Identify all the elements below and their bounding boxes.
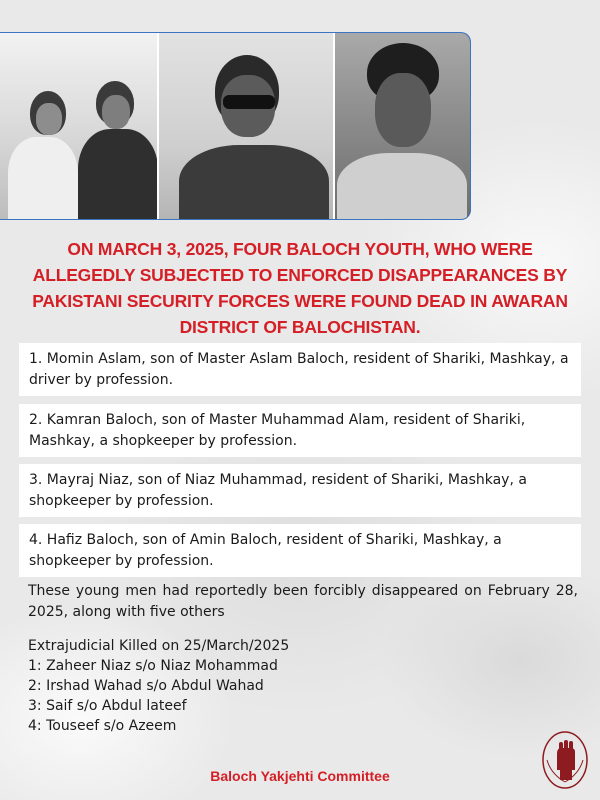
photo-collage — [0, 32, 471, 220]
list-item: 1: Zaheer Niaz s/o Niaz Mohammad — [28, 658, 278, 674]
victim-card: 3. Mayraj Niaz, son of Niaz Muhammad, resident of Shariki, Mashkay, a shopkeeper by profession. — [19, 464, 581, 517]
victim-card: 2. Kamran Baloch, son of Master Muhammad Alam, resident of Shariki, Mashkay, a shopkeeper by profession. — [19, 404, 581, 457]
byc-fist-logo-icon — [541, 730, 589, 790]
victim-card: 1. Momin Aslam, son of Master Aslam Baloch, resident of Shariki, Mashkay, a driver by profession. — [19, 343, 581, 396]
extrajudicial-title: Extrajudicial Killed on 25/March/2025 — [28, 638, 290, 654]
victim-card: 4. Hafiz Baloch, son of Amin Baloch, resident of Shariki, Mashkay, a shopkeeper by profession. — [19, 524, 581, 577]
list-item: 2: Irshad Wahad s/o Abdul Wahad — [28, 678, 264, 694]
photo-man-sunglasses — [157, 33, 334, 219]
organization-name: Baloch Yakjehti Committee — [210, 768, 390, 784]
headline: ON MARCH 3, 2025, FOUR BALOCH YOUTH, WHO WERE ALLEGEDLY SUBJECTED TO ENFORCED DISAPPEARANCES BY PAKISTANI SECURITY FORCES WERE FOUND DEAD IN AWARAN DISTRICT OF BALOCHISTAN. — [32, 239, 568, 337]
summary-text: These young men had reportedly been forcibly disappeared on February 28, 2025, along with five others — [28, 583, 578, 620]
photo-man-portrait — [333, 33, 470, 219]
list-item: 4: Touseef s/o Azeem — [28, 718, 177, 734]
list-item: 3: Saif s/o Abdul lateef — [28, 698, 187, 714]
photo-two-men — [0, 33, 157, 219]
extrajudicial-list — [28, 656, 278, 736]
